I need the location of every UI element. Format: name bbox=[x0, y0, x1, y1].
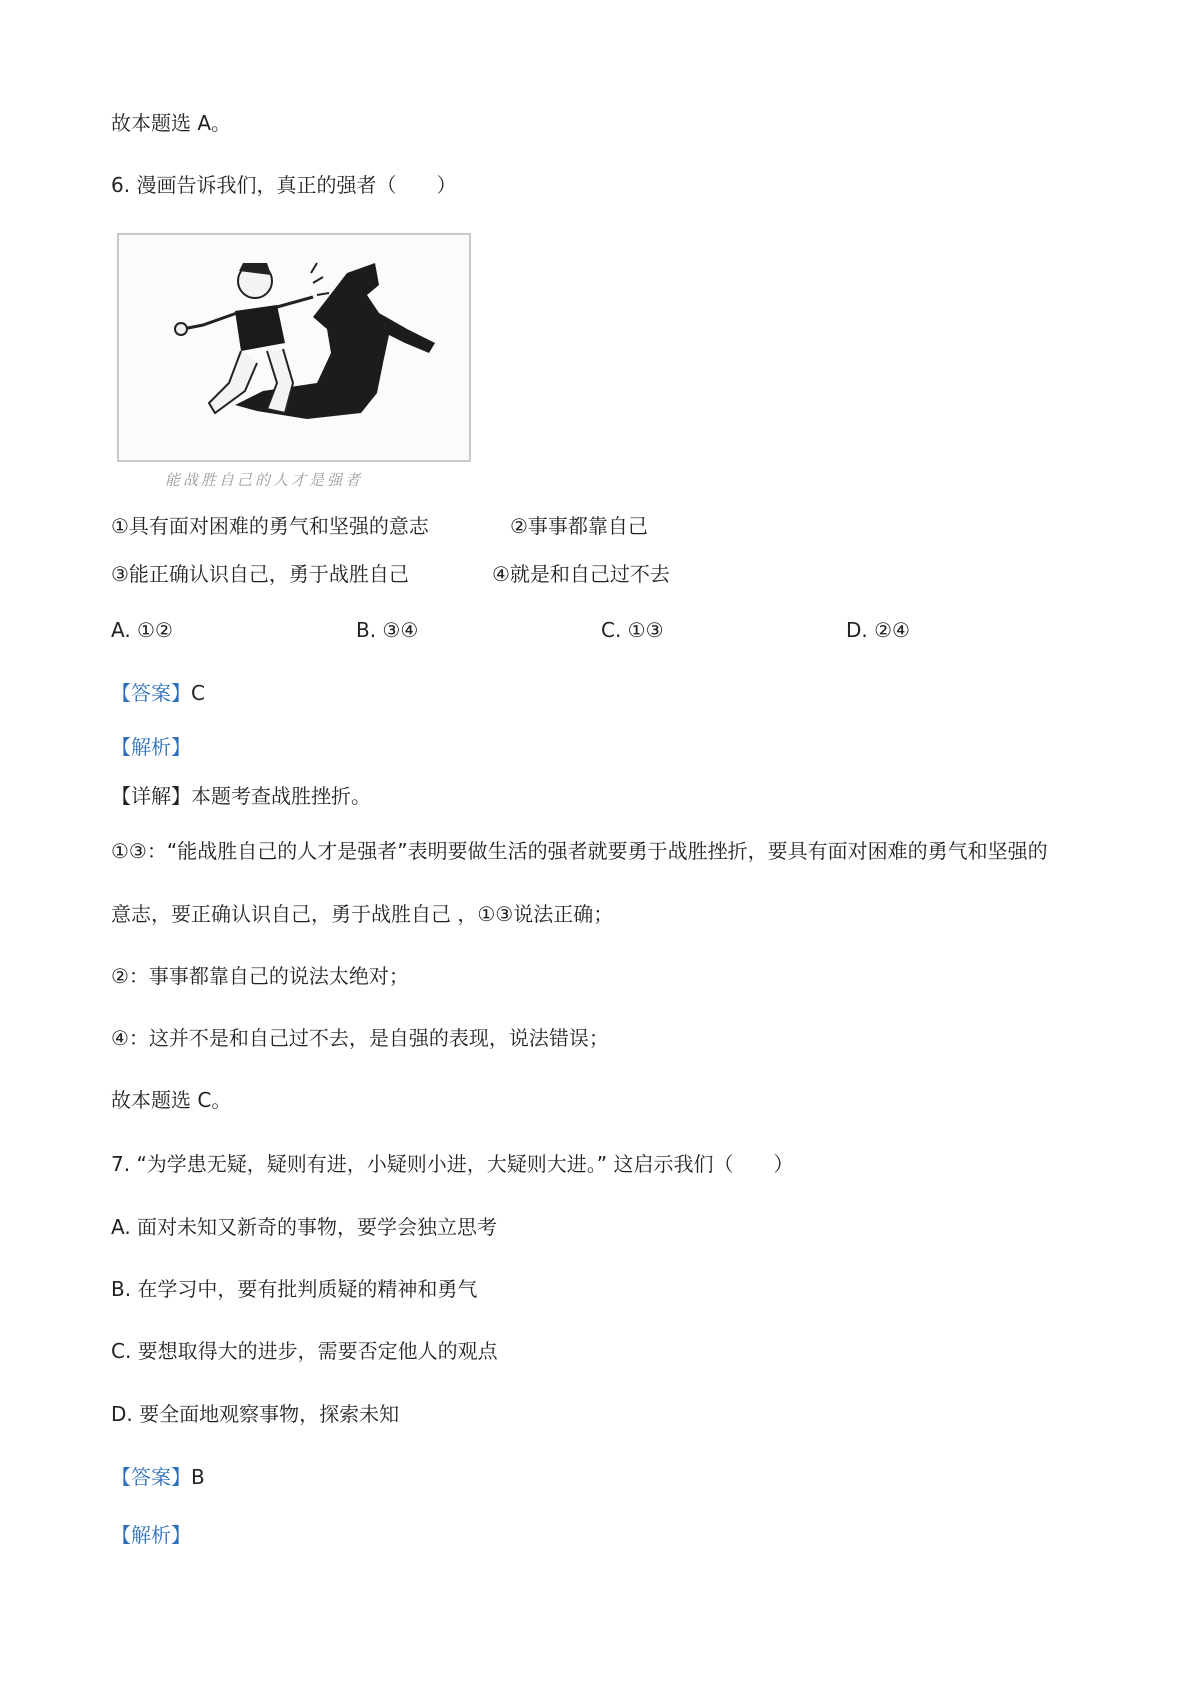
statement-2: ②事事都靠自己 bbox=[510, 514, 648, 538]
answer-7-label: 【答案】 bbox=[111, 1465, 191, 1489]
explanation-4: ④：这并不是和自己过不去，是自强的表现，说法错误； bbox=[111, 1026, 609, 1050]
question-7-option-d: D. 要全面地观察事物，探索未知 bbox=[111, 1402, 400, 1426]
explanation-2: ②：事事都靠自己的说法太绝对； bbox=[111, 964, 409, 988]
question-7-stem: 7. “为学患无疑，疑则有进，小疑则小进，大疑则大进。” 这启示我们（ ） bbox=[111, 1152, 794, 1176]
statement-3: ③能正确认识自己，勇于战胜自己 bbox=[111, 562, 409, 586]
analysis-7-label: 【解析】 bbox=[111, 1523, 191, 1547]
option-d: D. ②④ bbox=[846, 618, 910, 642]
cartoon-drawing bbox=[117, 233, 467, 458]
cartoon-caption: 能战胜自己的人才是强者 bbox=[165, 471, 364, 489]
option-a: A. ①② bbox=[111, 618, 173, 642]
statement-1: ①具有面对困难的勇气和坚强的意志 bbox=[111, 514, 429, 538]
answer-7-value: B bbox=[191, 1465, 205, 1489]
cartoon-image bbox=[117, 233, 473, 495]
analysis-6-label: 【解析】 bbox=[111, 735, 191, 759]
question-6-stem: 6. 漫画告诉我们，真正的强者（ ） bbox=[111, 173, 457, 197]
explanation-13-line1: ①③：“能战胜自己的人才是强者”表明要做生活的强者就要勇于战胜挫折，要具有面对困难的勇气和坚强的 bbox=[111, 839, 1048, 863]
question-7-option-b: B. 在学习中，要有批判质疑的精神和勇气 bbox=[111, 1277, 478, 1301]
answer-6 bbox=[111, 679, 205, 707]
option-c: C. ①③ bbox=[601, 618, 664, 642]
question-7-option-c: C. 要想取得大的进步，需要否定他人的观点 bbox=[111, 1339, 498, 1363]
detail-6: 【详解】本题考查战胜挫折。 bbox=[111, 784, 371, 808]
answer-line-6: 故本题选 C。 bbox=[111, 1088, 232, 1112]
answer-7 bbox=[111, 1463, 205, 1491]
option-b: B. ③④ bbox=[356, 618, 419, 642]
answer-6-label: 【答案】 bbox=[111, 681, 191, 705]
answer-6-value: C bbox=[191, 681, 205, 705]
question-7-option-a: A. 面对未知又新奇的事物，要学会独立思考 bbox=[111, 1215, 498, 1239]
statement-4: ④就是和自己过不去 bbox=[492, 562, 670, 586]
answer-line-prev: 故本题选 A。 bbox=[111, 111, 232, 135]
explanation-13-line2: 意志，要正确认识自己，勇于战胜自己 ，①③说法正确； bbox=[111, 902, 614, 926]
